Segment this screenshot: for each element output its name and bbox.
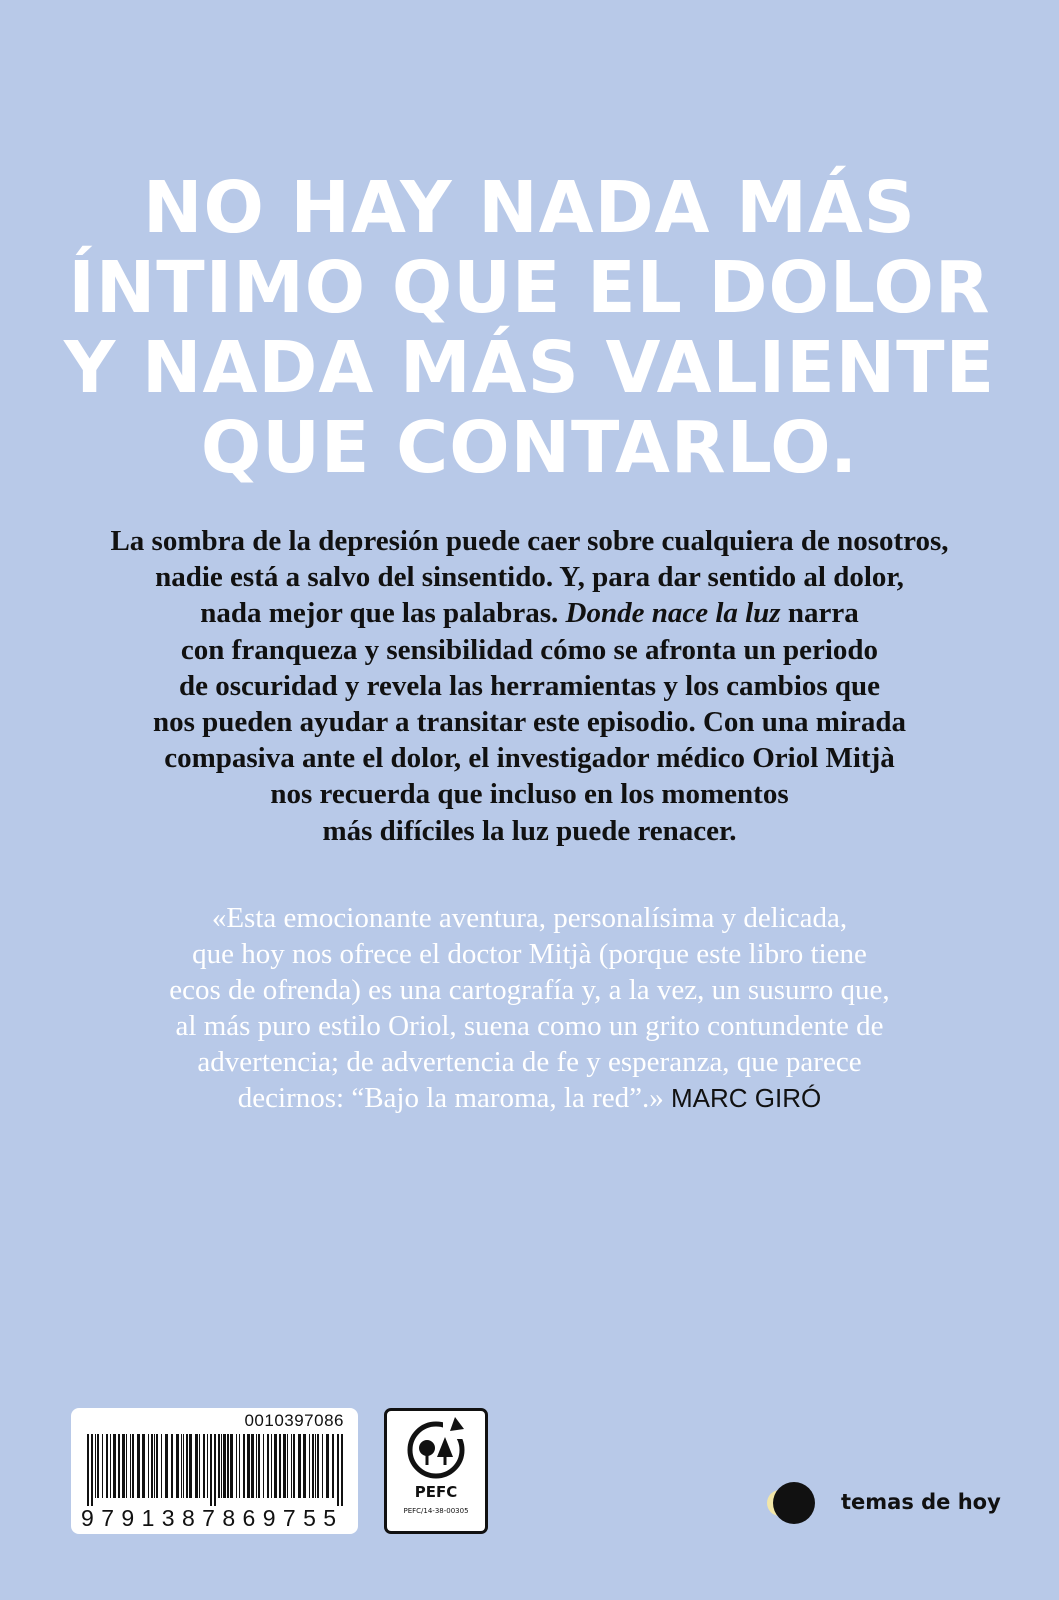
synopsis-line: nadie está a salvo del sinsentido. Y, para dar sentido al dolor,: [155, 561, 904, 594]
barcode-bar: [303, 1434, 306, 1498]
barcode-bar: [113, 1434, 116, 1498]
quote-text: decirnos: “Bajo la maroma, la red”.»: [237, 1082, 664, 1114]
barcode-bar: [165, 1434, 168, 1498]
barcode-bar: [156, 1434, 158, 1498]
synopsis-line: La sombra de la depresión puede caer sobre cualquiera de nosotros,: [110, 525, 949, 557]
barcode-bar: [171, 1434, 173, 1498]
endorsement-quote: [40, 900, 1019, 1116]
barcode-bar: [148, 1434, 149, 1498]
barcode-bar: [251, 1434, 254, 1498]
barcode-bar: [181, 1434, 182, 1498]
barcode-bar: [317, 1434, 319, 1498]
barcode-bar: [110, 1434, 111, 1498]
synopsis-line: nos recuerda que incluso en los momentos: [270, 778, 789, 811]
quote-author: MARC GIRÓ: [670, 1083, 822, 1113]
synopsis-line: con franqueza y sensibilidad cómo se afronta un periodo: [180, 633, 879, 666]
barcode-bar: [322, 1434, 323, 1498]
barcode-bar: [309, 1434, 310, 1498]
book-title: Donde nace la luz: [565, 597, 781, 630]
quote-line: «Esta emocionante aventura, personalísima y delicada,: [211, 902, 848, 934]
barcode-bar: [186, 1434, 188, 1498]
barcode-bar: [102, 1434, 103, 1498]
barcode-bar: [122, 1434, 125, 1498]
quote-line: al más puro estilo Oriol, suena como un grito contundente de: [175, 1010, 884, 1042]
barcode-bar: [210, 1434, 212, 1506]
synopsis-text: narra: [780, 597, 859, 630]
barcode-bar: [283, 1434, 286, 1498]
synopsis-line: de oscuridad y revela las herramientas y los cambios que: [178, 669, 881, 702]
barcode-bar: [161, 1434, 162, 1498]
barcode-bar: [97, 1434, 99, 1498]
synopsis-paragraph: [40, 523, 1019, 849]
barcode-bar: [189, 1434, 192, 1498]
barcode-bar: [315, 1434, 316, 1498]
eclipse-logo-icon: [760, 1477, 816, 1533]
barcode-bar: [341, 1434, 343, 1506]
barcode-bar: [203, 1434, 205, 1498]
barcode-bar: [247, 1434, 250, 1498]
synopsis-text: nada mejor que las palabras.: [200, 597, 566, 630]
barcode-bar: [223, 1434, 226, 1498]
barcode-bar: [337, 1434, 339, 1506]
barcode-bar: [293, 1434, 295, 1498]
barcode-bar: [91, 1434, 93, 1506]
barcode-top-code: 0010397086: [244, 1411, 344, 1430]
barcode-bar: [176, 1434, 179, 1498]
barcode-bar: [274, 1434, 277, 1498]
barcode-bar: [130, 1434, 131, 1498]
barcode-bar: [221, 1434, 222, 1498]
barcode-isbn: 9791387869755: [81, 1505, 344, 1531]
headline-line: QUE CONTARLO.: [200, 406, 859, 489]
barcode-bar: [279, 1434, 281, 1498]
barcode-bar: [132, 1434, 134, 1498]
pefc-code: PEFC/14-38-00305: [403, 1507, 469, 1515]
barcode-bar: [151, 1434, 153, 1498]
barcode-bar: [267, 1434, 269, 1498]
pefc-trees-icon: [387, 1413, 485, 1483]
barcode-bar: [137, 1434, 140, 1498]
barcode-bar: [258, 1434, 260, 1498]
barcode: [71, 1408, 358, 1534]
barcode-bar: [312, 1434, 314, 1498]
barcode-bar: [326, 1434, 329, 1498]
barcode-bar: [154, 1434, 155, 1498]
barcode-bar: [207, 1434, 208, 1498]
barcode-bar: [291, 1434, 292, 1498]
publisher-name: temas de hoy: [841, 1490, 1001, 1514]
barcode-bar: [230, 1434, 233, 1498]
barcode-bar: [87, 1434, 89, 1506]
barcode-bar: [214, 1434, 216, 1506]
barcode-bar: [199, 1434, 200, 1498]
pefc-label: PEFC: [414, 1483, 458, 1501]
synopsis-line: [40, 595, 1019, 631]
barcode-bar: [236, 1434, 237, 1498]
pefc-certification-logo: [384, 1408, 488, 1534]
barcode-bar: [243, 1434, 245, 1498]
barcode-bar: [126, 1434, 127, 1498]
synopsis-line: nos pueden ayudar a transitar este episodio. Con una mirada: [152, 706, 907, 739]
headline-line: ÍNTIMO QUE EL DOLOR: [68, 246, 991, 329]
barcode-bar: [287, 1434, 288, 1498]
barcode-bar: [271, 1434, 272, 1498]
barcode-bar: [142, 1434, 145, 1498]
barcode-bar: [256, 1434, 257, 1498]
barcode-bar: [183, 1434, 184, 1498]
barcode-bar: [195, 1434, 198, 1498]
barcode-bar: [95, 1434, 96, 1498]
barcode-bar: [106, 1434, 108, 1498]
back-cover-headline: [0, 168, 1059, 488]
quote-line: advertencia; de advertencia de fe y esperanza, que parece: [197, 1046, 862, 1078]
barcode-bar: [298, 1434, 301, 1498]
quote-line: ecos de ofrenda) es una cartografía y, a la vez, un susurro que,: [169, 974, 890, 1006]
quote-line: que hoy nos ofrece el doctor Mitjà (porque este libro tiene: [192, 938, 867, 970]
headline-line: NO HAY NADA MÁS: [143, 166, 916, 249]
barcode-bar: [239, 1434, 240, 1498]
quote-line: [40, 1080, 1019, 1116]
barcode-bar: [332, 1434, 334, 1498]
barcode-bar: [263, 1434, 264, 1498]
barcode-bar: [218, 1434, 220, 1498]
barcode-bar: [118, 1434, 120, 1498]
synopsis-line: compasiva ante el dolor, el investigador médico Oriol Mitjà: [164, 742, 895, 775]
barcode-bar: [227, 1434, 229, 1498]
synopsis-line: más difíciles la luz puede renacer.: [322, 814, 737, 847]
headline-line: Y NADA MÁS VALIENTE: [63, 326, 996, 409]
barcode-bars: [81, 1434, 349, 1506]
